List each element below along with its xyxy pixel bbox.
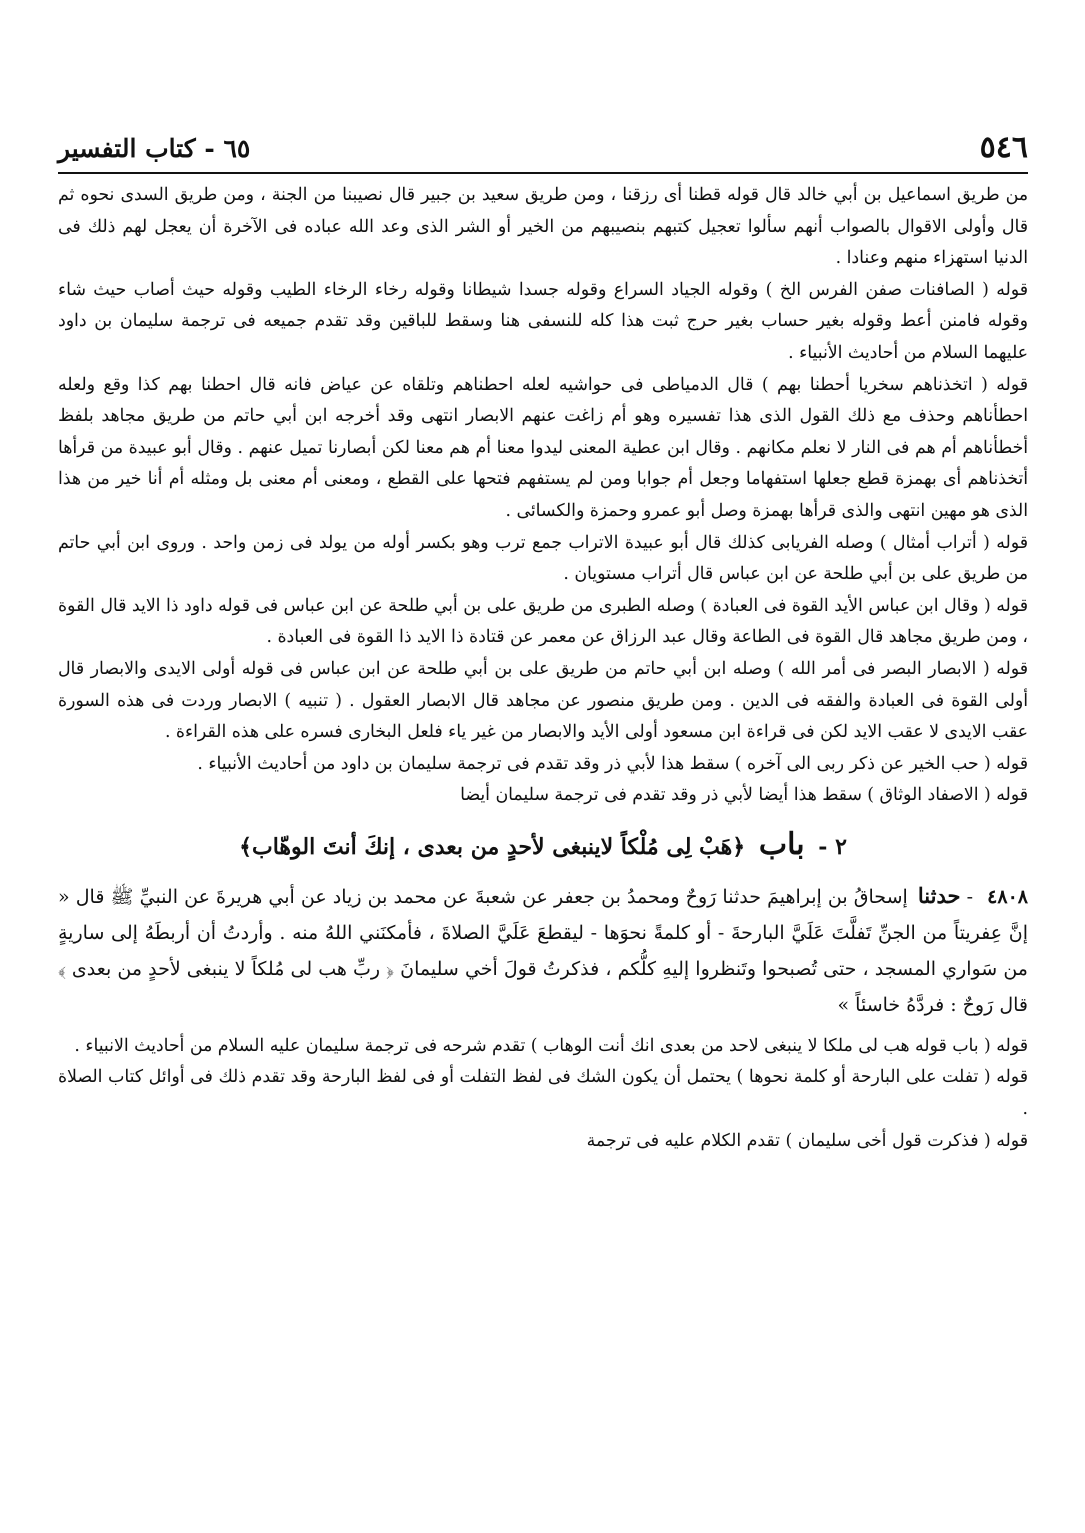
hadith-number: ٤٨٠٨ [987, 885, 1028, 908]
hadith-dash: - [966, 885, 974, 908]
chapter-dash: - [818, 833, 828, 860]
running-title: ٦٥ - كتاب التفسير [58, 134, 251, 163]
commentary-paragraph: قوله ( باب قوله هب لى ملكا لا ينبغى لاحد من بعدى انك أنت الوهاب ) تقدم شرحه فى ترجمة سليمان عليه السلام من أحاديث الانبياء . [74, 1035, 1028, 1056]
commentary-paragraph: قوله ( الاصفاد الوثاق ) سقط هذا أيضا لأبي ذر وقد تقدم فى ترجمة سليمان أيضا [460, 785, 1028, 806]
page-number: ٥٤٦ [979, 130, 1028, 165]
commentary-paragraph: قوله ( اتخذناهم سخريا أحطنا بهم ) قال الدمياطى فى حواشيه لعله احطناهم وتلقاه عن عياض فانه قال احطنا بهم كذا وقع ولعله احطأناهم وحذف مع ذلك القول الذى هذا تفسيره وهو أم زاغت عنهم الابصار انتهى وقد أخرجه ابن أبي حاتم من طريق مجاهد بلفظ أخطأناهم أم هم فى النار لا نعلم مكانهم . وقال ابن عطية المعنى ليدوا معنا أم هم معنا لكن أبصارنا تميل عنهم . وقال أبو عبيدة من قرأها أتخذناهم أى بهمزة قطع جعلها استفهاما وجعل أم جوابا ومن لم يستفهم فتحها على القطع ، ومعنى أم معنى بل ومثله أم أنا خير من هذا الذى هو مهين انتهى والذى قرأها بهمزة وصل أبو عمرو وحمزة والكسائى . [58, 374, 1028, 521]
commentary-paragraph: قوله ( الصافنات صفن الفرس الخ ) وقوله الجياد السراع وقوله جسدا شيطانا وقوله رخاء الرخاء الطيب وقوله حيث أصاب حيث شاء وقوله فامنن أعط وقوله بغير حساب بغير حرج ثبت هذا كله للنسفى هنا وسقط للباقين وقد تقدم جميعه فى ترجمة سليمان بن داود عليهما السلام من أحاديث الأنبياء . [58, 279, 1028, 363]
page-header [58, 128, 1028, 174]
hadith-text: إسحاقُ بن إبراهيمَ حدثنا رَوحٌ ومحمدُ بن جعفر عن شعبةَ عن محمد بن زياد عن أبي هريرةَ عن النبيِّ ﷺ قال « إنَّ عِفريتاً من الجنِّ تَفلَّتَ عَلَيَّ البارحةَ - أو كلمةً نحوَها - ليقطعَ عَلَيَّ الصلاةَ ، فأمكنَني اللهُ منه . وأردتُ أن أربطَهُ إلى ساريةٍ من سَواري المسجد ، حتى تُصبحوا وتَنظروا إليهِ كلُّكم ، فذكرتُ قولَ أخي سليمانَ ﴿ ربِّ هب لى مُلكاً لا ينبغى لأحدٍ من بعدى ﴾ قال رَوحٌ : فردَّهُ خاسئاً » [58, 885, 1028, 1016]
chapter-number: ٢ [835, 833, 847, 860]
hadith-block [58, 878, 1028, 1023]
chapter-heading [58, 822, 1028, 870]
hadith-paragraph [58, 878, 1028, 1023]
chapter-verse: ﴿هَبْ لِى مُلْكاً لاينبغى لأحدٍ من بعدى ، إنكَ أنتَ الوهّاب﴾ [239, 833, 746, 860]
commentary-bottom [58, 1031, 1028, 1157]
hadith-haddathana: حدثنا [917, 882, 961, 908]
commentary-paragraph: قوله ( تفلت على البارحة أو كلمة نحوها ) يحتمل أن يكون الشك فى لفظ التفلت أو فى لفظ البارحة وقد تقدم ذلك فى أوائل كتاب الصلاة . [58, 1067, 1028, 1120]
commentary-paragraph: قوله ( أتراب أمثال ) وصله الفريابى كذلك قال أبو عبيدة الاتراب جمع ترب وهو بكسر أوله من يولد فى زمن واحد . وروى ابن أبي حاتم من طريق على بن أبي طلحة عن ابن عباس قال أتراب مستويان . [58, 532, 1028, 585]
commentary-paragraph: قوله ( الابصار البصر فى أمر الله ) وصله ابن أبي حاتم من طريق على بن أبي طلحة عن ابن عباس فى قوله أولى الايدى والابصار قال أولى القوة فى العبادة والفقه فى الدين . ومن طريق منصور عن مجاهد قال الابصار العقول . ( تنبيه ) الابصار وردت فى هذه السورة عقب الايدى لا عقب الايد لكن فى قراءة ابن مسعود أولى الأيد والابصار من غير ياء فلعل البخارى فسره على هذه القراءة . [58, 658, 1028, 743]
chapter-bab-label: باب [758, 826, 805, 862]
commentary-paragraph: قوله ( وقال ابن عباس الأيد القوة فى العبادة ) وصله الطبرى من طريق على بن أبي طلحة عن ابن عباس فى قوله داود ذا الايد قال القوة ، ومن طريق مجاهد قال القوة فى الطاعة وقال عبد الرزاق عن معمر عن قتادة ذا الايد ذا القوة فى العبادة . [58, 595, 1028, 648]
commentary-top [58, 180, 1028, 812]
commentary-paragraph: قوله ( حب الخير عن ذكر ربى الى آخره ) سقط هذا لأبي ذر وقد تقدم فى ترجمة سليمان بن داود من أحاديث الأنبياء . [197, 753, 1028, 774]
commentary-paragraph: من طريق اسماعيل بن أبي خالد قال قوله قطنا أى رزقنا ، ومن طريق سعيد بن جبير قال نصيبنا من الجنة ، ومن طريق السدى نحوه ثم قال وأولى الاقوال بالصواب أنهم سألوا تعجيل كتبهم بنصيبهم من الخير أو الشر الذى وعد الله عباده فى الآخرة أن يعجل لهم ذلك فى الدنيا استهزاء منهم وعنادا . [58, 185, 1028, 269]
book-page [58, 128, 1028, 1157]
commentary-paragraph: قوله ( فذكرت قول أخى سليمان ) تقدم الكلام عليه فى ترجمة [586, 1130, 1028, 1151]
